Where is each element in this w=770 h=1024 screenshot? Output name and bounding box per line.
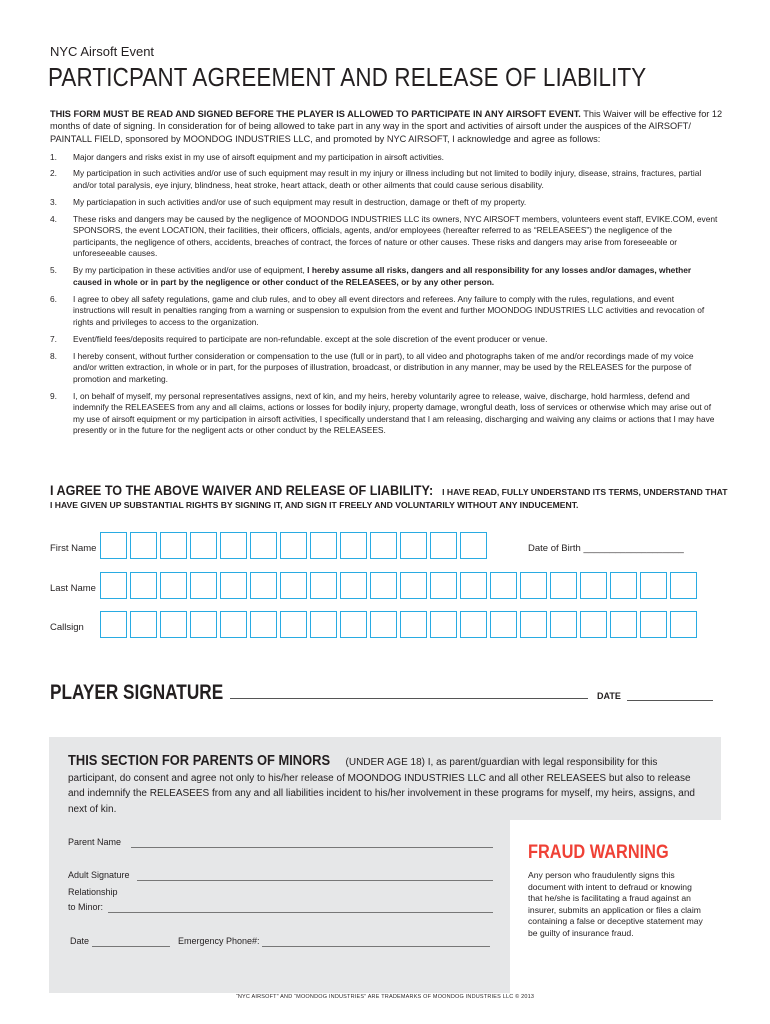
item-text: I agree to obey all safety regulations, game and club rules, and to obey all event directors and referees. Any failure to comply with the rules, regulations, and event instructions will result in penalties ranging from a warning or suspension to expulsion from the event and further MOONDOG INDUSTRIES LLC activities and revocation of rights and privileges to access to the organization. xyxy=(73,293,705,327)
list-item xyxy=(50,351,718,385)
fraud-warning-text: Any person who fraudulently signs this document with intent to defraud or knowing that he/she is facilitating a fraud against an insurer, submits an application or files a claim containing a false or deceptive statement may be guilty of insurance fraud. xyxy=(528,870,703,938)
list-item xyxy=(50,391,718,436)
relationship-label: Relationship xyxy=(68,887,118,897)
char-box[interactable] xyxy=(430,572,457,599)
char-box[interactable] xyxy=(670,611,697,638)
char-box[interactable] xyxy=(610,611,637,638)
fraud-warning-title: FRAUD WARNING xyxy=(528,842,669,863)
char-box[interactable] xyxy=(100,611,127,638)
item-text-bold: I hereby assume all risks, dangers and all responsibility for any losses and/or damages, whether caused in whole or in part by the negligence or other conduct of the RELEASEES, or by any other person. xyxy=(73,265,692,287)
first-name-label: First Name xyxy=(50,543,97,554)
char-box[interactable] xyxy=(310,611,337,638)
char-box[interactable] xyxy=(220,532,247,559)
char-box[interactable] xyxy=(490,572,517,599)
item-number: 4. xyxy=(50,214,57,225)
trademark-footer: “NYC AIRSOFT” AND “MOONDOG INDUSTRIES” ARE TRADEMARKS OF MOONDOG INDUSTRIES LLC © 2013 xyxy=(235,994,535,1000)
parents-text: (UNDER AGE 18) I, as parent/guardian with legal responsibility for this participant, do consent and agree not only to his/her release of MOONDOG INDUSTRIES LLC and all other RELEASEES but also to release and indemnify the RELEASEES from any and all liabilities incident to his/her involvement in these programs for myself, my heirs, assigns, and next of kin. xyxy=(68,757,695,815)
player-signature-line[interactable] xyxy=(230,697,588,699)
list-item xyxy=(50,152,718,163)
char-box[interactable] xyxy=(100,532,127,559)
parent-name-label: Parent Name xyxy=(68,837,122,847)
char-box[interactable] xyxy=(190,611,217,638)
page-title: PARTICPANT AGREEMENT AND RELEASE OF LIABILITY xyxy=(48,62,647,92)
parents-heading: THIS SECTION FOR PARENTS OF MINORS xyxy=(68,752,331,769)
last-name-label: Last Name xyxy=(50,583,96,594)
list-item xyxy=(50,197,718,208)
char-box[interactable] xyxy=(220,572,247,599)
callsign-label: Callsign xyxy=(50,622,84,633)
char-box[interactable] xyxy=(280,611,307,638)
date-of-birth-field[interactable]: Date of Birth ___________________ xyxy=(528,543,684,554)
item-number: 7. xyxy=(50,333,57,344)
char-box[interactable] xyxy=(130,611,157,638)
agreement-statement xyxy=(50,484,730,512)
item-number: 8. xyxy=(50,351,57,362)
char-box[interactable] xyxy=(130,532,157,559)
char-box[interactable] xyxy=(460,572,487,599)
char-box[interactable] xyxy=(460,532,487,559)
char-box[interactable] xyxy=(340,611,367,638)
adult-signature-label: Adult Signature xyxy=(68,870,130,880)
char-box[interactable] xyxy=(160,572,187,599)
char-box[interactable] xyxy=(520,611,547,638)
char-box[interactable] xyxy=(100,572,127,599)
item-text: Event/field fees/deposits required to participate are non-refundable. except at the sole discretion of the event producer or venue. xyxy=(73,333,548,344)
char-box[interactable] xyxy=(580,572,607,599)
list-item xyxy=(50,294,718,328)
first-name-boxes[interactable] xyxy=(100,532,490,559)
list-item xyxy=(50,214,718,259)
item-number: 1. xyxy=(50,152,57,162)
char-box[interactable] xyxy=(130,572,157,599)
char-box[interactable] xyxy=(280,572,307,599)
char-box[interactable] xyxy=(370,572,397,599)
item-number: 9. xyxy=(50,391,57,402)
char-box[interactable] xyxy=(550,611,577,638)
parent-date-label: Date xyxy=(70,936,90,946)
item-number: 2. xyxy=(50,168,57,179)
char-box[interactable] xyxy=(340,532,367,559)
item-text: I, on behalf of myself, my personal representatives assigns, next of kin, and my heirs, hereby voluntarily agree to release, waive, discharge, hold harmless, defend and indemnify the RELEASEES from any and all claims, actions or losses for bodily injury, property damage, wrongful death, loss of services or otherwise which may arise out of my use of airsoft equipment or my participation in airsoft activities, I specifically understand that I am releasing, discharging and waiving any claims or actions that I may have presently or in the future for the negligent acts or other conduct by the RELEASEES. xyxy=(73,391,715,435)
item-text: I hereby consent, without further consideration or compensation to the use (full or in part), to all video and photographs taken of me and/or recordings made of my voice and/or written extraction, in whole or in part, for the purposes of illustration, broadcast, or distribution in any manner, may be used by the RELEASES for the purpose of promotion and marketing. xyxy=(73,351,694,384)
agreement-text: I HAVE READ, FULLY UNDERSTAND ITS TERMS, UNDERSTAND THAT I HAVE GIVEN UP SUBSTANTIAL RIGHTS BY SIGNING IT, AND SIGN IT FREELY AND VOLUNTARILY WITHOUT ANY INDUCEMENT. xyxy=(50,487,728,510)
item-number: 3. xyxy=(50,196,57,207)
char-box[interactable] xyxy=(640,572,667,599)
list-item xyxy=(50,265,718,288)
adult-signature-line[interactable] xyxy=(137,880,493,881)
parent-date-line[interactable] xyxy=(92,946,170,947)
item-text: My participation in such activities and/or use of such equipment may result in my injury or illness including but not limited to bodily injury, disease, strains, fractures, partial and/or total paralysis, eye injury, blindness, heat stroke, heart attack, death or other ailments that could cause serious disability. xyxy=(73,168,702,190)
item-text: My particiapation in such activities and/or use of such equipment may result in destruction, damage or theft of my property. xyxy=(73,196,527,207)
callsign-boxes[interactable] xyxy=(100,611,700,638)
relationship-line[interactable] xyxy=(108,912,493,913)
player-signature-label: PLAYER SIGNATURE xyxy=(50,681,224,704)
item-text: By my participation in these activities and/or use of equipment, xyxy=(73,265,308,276)
char-box[interactable] xyxy=(430,611,457,638)
char-box[interactable] xyxy=(310,532,337,559)
char-box[interactable] xyxy=(250,532,277,559)
char-box[interactable] xyxy=(280,532,307,559)
char-box[interactable] xyxy=(520,572,547,599)
char-box[interactable] xyxy=(310,572,337,599)
char-box[interactable] xyxy=(430,532,457,559)
char-box[interactable] xyxy=(190,532,217,559)
last-name-boxes[interactable] xyxy=(100,572,700,599)
char-box[interactable] xyxy=(670,572,697,599)
char-box[interactable] xyxy=(250,572,277,599)
char-box[interactable] xyxy=(250,611,277,638)
to-minor-label: to Minor: xyxy=(68,902,104,912)
event-name: NYC Airsoft Event xyxy=(50,44,155,59)
char-box[interactable] xyxy=(400,572,427,599)
item-number: 6. xyxy=(50,293,57,304)
char-box[interactable] xyxy=(640,611,667,638)
char-box[interactable] xyxy=(400,532,427,559)
char-box[interactable] xyxy=(490,611,517,638)
intro-paragraph xyxy=(50,108,730,145)
list-item xyxy=(50,168,718,191)
char-box[interactable] xyxy=(400,611,427,638)
char-box[interactable] xyxy=(160,532,187,559)
item-text: These risks and dangers may be caused by the negligence of MOONDOG INDUSTRIES LLC its owners, NYC AIRSOFT members, volunteers event staff, EVIKE.COM, event SPONSORS, the event LOCATION, their facilities, their officers, officials, agents, and/or employees (hereafter referred to as “RELEASEES”) the negligence of the participants, the negligence of others, accidents, breaches of contract, the forces of nature or other causes. These risks and dangers may arise from foreseeable or unforeseeable causes. xyxy=(73,214,718,259)
item-number: 5. xyxy=(50,265,57,276)
char-box[interactable] xyxy=(550,572,577,599)
intro-body: This Waiver will be effective for 12 months of date of signing. In consideration for of being allowed to take part in any way in the sport and activities of airsoft under the auspices of the AIRSOFT/ PAINTALL FIELD, sponsored by MOONDOG INDUSTRIES LLC, and promoted by NYC AIRSOFT, I acknowledge and agree as follows: xyxy=(50,109,723,144)
char-box[interactable] xyxy=(370,611,397,638)
emergency-phone-line[interactable] xyxy=(262,946,490,947)
list-item xyxy=(50,334,718,345)
signature-date-line[interactable] xyxy=(627,700,713,701)
agreement-heading: I AGREE TO THE ABOVE WAIVER AND RELEASE OF LIABILITY: xyxy=(50,482,434,498)
emergency-phone-label: Emergency Phone#: xyxy=(178,936,260,946)
intro-lead: THIS FORM MUST BE READ AND SIGNED BEFORE THE PLAYER IS ALLOWED TO PARTICIPATE IN ANY AIRSOFT EVENT. xyxy=(50,109,581,119)
terms-list xyxy=(50,152,718,436)
char-box[interactable] xyxy=(610,572,637,599)
char-box[interactable] xyxy=(370,532,397,559)
char-box[interactable] xyxy=(460,611,487,638)
char-box[interactable] xyxy=(580,611,607,638)
char-box[interactable] xyxy=(190,572,217,599)
char-box[interactable] xyxy=(340,572,367,599)
parents-statement xyxy=(68,753,708,817)
item-text: Major dangers and risks exist in my use of airsoft equipment and my participation in airsoft activities. xyxy=(73,152,444,162)
signature-date-label: DATE xyxy=(597,691,621,701)
parent-name-line[interactable] xyxy=(131,847,493,848)
char-box[interactable] xyxy=(160,611,187,638)
char-box[interactable] xyxy=(220,611,247,638)
